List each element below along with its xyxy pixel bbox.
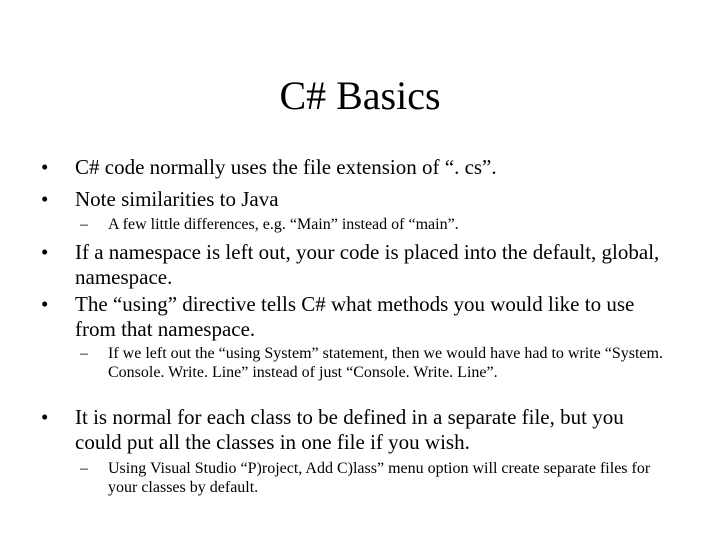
sub-bullet-item [80,344,680,382]
bullet-marker: • [41,187,49,211]
bullet-marker: • [41,405,49,429]
sub-bullet-marker: – [80,345,88,362]
bullet-text: If a namespace is left out, your code is placed into the default, global, namespace. [75,240,660,289]
bullet-text: The “using” directive tells C# what methods you would like to use from that namespace. [75,292,635,341]
bullet-item [38,405,668,455]
bullet-text: It is normal for each class to be defined in a separate file, but you could put all the classes in one file if you wish. [75,405,624,454]
bullet-marker: • [41,292,49,316]
bullet-text: C# code normally uses the file extension of “. cs”. [75,155,497,179]
bullet-text: Note similarities to Java [75,187,279,211]
bullet-item [38,187,668,212]
bullet-item [38,292,668,342]
sub-bullet-text: A few little differences, e.g. “Main” instead of “main”. [108,216,459,233]
slide-title: C# Basics [279,73,441,118]
bullet-item [38,240,668,290]
bullet-item [38,155,668,180]
sub-bullet-marker: – [80,460,88,477]
bullet-marker: • [41,155,49,179]
sub-bullet-item [80,459,680,497]
sub-bullet-text: If we left out the “using System” statement, then we would have had to write “System. Console. Write. Line” instead of just “Console. Write. Line”. [108,345,663,381]
sub-bullet-item [80,215,680,234]
bullet-marker: • [41,240,49,264]
sub-bullet-marker: – [80,216,88,233]
sub-bullet-text: Using Visual Studio “P)roject, Add C)lass” menu option will create separate files for your classes by default. [108,460,651,496]
